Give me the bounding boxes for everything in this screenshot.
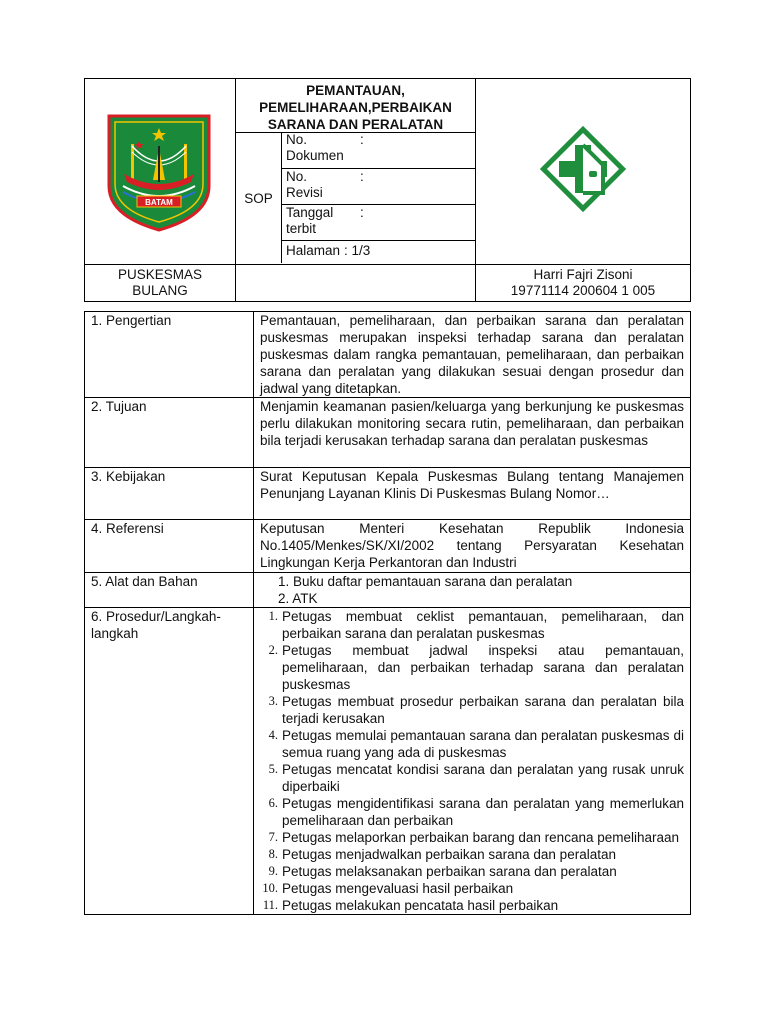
sop-header-table: [84, 78, 691, 302]
batam-emblem-icon: [85, 79, 235, 261]
section-row-referensi: [85, 520, 691, 573]
section-row-tujuan: [85, 398, 691, 468]
org-name-cell: PUSKESMAS BULANG: [85, 265, 236, 302]
section-label: 3. Kebijakan: [85, 468, 254, 520]
list-item: 5. Petugas mencatat kondisi sarana dan peralatan yang rusak unruk diperbaiki: [268, 762, 684, 794]
list-item: 2. ATK: [278, 591, 318, 606]
section-label: 6. Prosedur/Langkah-langkah: [85, 608, 254, 915]
section-text: Surat Keputusan Kepala Puskesmas Bulang tentang Manajemen Penunjang Layanan Klinis Di Puskesmas Bulang Nomor…: [254, 468, 691, 520]
section-row-prosedur: [85, 608, 691, 915]
section-label: 1. Pengertian: [85, 312, 254, 398]
procedure-steps: [254, 608, 691, 915]
meta-no-revisi: No. : Revisi: [282, 168, 475, 205]
list-item: 6. Petugas mengidentifikasi sarana dan peralatan yang memerlukan pemeliharaan dan perbaikan: [268, 796, 684, 828]
section-text: Menjamin keamanan pasien/keluarga yang berkunjung ke puskesmas perlu dilakukan monitoring secara rutin, pemeliharaan, dan perbaikan bila terjadi kerusakan terhadap sarana dan peralatan puskesmas: [254, 398, 691, 468]
section-row-alat-bahan: [85, 573, 691, 608]
section-label: 2. Tujuan: [85, 398, 254, 468]
signer-name: Harri Fajri Zisoni: [533, 267, 633, 282]
list-item: 10. Petugas mengevaluasi hasil perbaikan: [262, 881, 514, 896]
section-list: [254, 573, 691, 608]
list-item: 8. Petugas menjadwalkan perbaikan sarana dan peralatan: [268, 847, 616, 862]
section-text: Pemantauan, pemeliharaan, dan perbaikan sarana dan peralatan puskesmas merupakan inspeksi terhadap sarana dan peralatan puskesmas dalam rangka pemantauan, pemeliharaan, dan perbaikan sarana dan peralatan yang dilakukan sesuai dengan prosedur dan jadwal yang ditetapkan.: [254, 312, 691, 398]
section-text: Keputusan Menteri Kesehatan Republik Indonesia No.1405/Menkes/SK/XI/2002 tentang Persyaratan Kesehatan Lingkungan Kerja Perkantoran dan Industri: [254, 520, 691, 573]
list-item: 7. Petugas melaporkan perbaikan barang dan rencana pemeliharaan: [268, 830, 680, 845]
signer-cell: [476, 265, 691, 302]
signer-nip: 19771114 200604 1 005: [510, 283, 656, 298]
document-meta: [236, 133, 475, 263]
section-label: 5. Alat dan Bahan: [85, 573, 254, 608]
meta-no-dokumen: No. : Dokumen: [286, 132, 364, 163]
section-row-pengertian: [85, 312, 691, 398]
list-item: 11. Petugas melakukan pencatata hasil perbaikan: [262, 898, 559, 913]
sop-content-table: [84, 311, 691, 915]
title-meta-cell: [236, 79, 476, 265]
logo-right-cell: [476, 79, 691, 265]
meta-halaman: Halaman : 1/3: [282, 240, 475, 266]
section-label: 4. Referensi: [85, 520, 254, 573]
list-item: 1. Petugas membuat ceklist pemantauan, pemeliharaan, dan perbaikan sarana dan peralatan puskesmas: [268, 609, 684, 641]
list-item: 3. Petugas membuat prosedur perbaikan sarana dan peralatan bila terjadi kerusakan: [268, 694, 684, 726]
list-item: 4. Petugas memulai pemantauan sarana dan peralatan puskesmas di semua ruang yang ada di puskesmas: [268, 728, 684, 760]
empty-cell: [236, 265, 476, 302]
list-item: 9. Petugas melaksanakan perbaikan sarana dan peralatan: [268, 864, 617, 879]
logo-left-cell: [85, 79, 236, 265]
list-item: 1. Buku daftar pemantauan sarana dan peralatan: [278, 574, 573, 589]
document-title: PEMANTAUAN, PEMELIHARAAN,PERBAIKAN SARANA DAN PERALATAN: [236, 80, 475, 133]
meta-tanggal-terbit: Tanggal : terbit: [282, 204, 475, 241]
list-item: 2. Petugas membuat jadwal inspeksi atau pemantauan, pemeliharaan, dan perbaikan terhadap sarana dan peralatan puskesmas: [268, 643, 684, 692]
batam-logo-text: BATAM: [145, 198, 173, 207]
puskesmas-logo-icon: [476, 79, 690, 261]
section-row-kebijakan: [85, 468, 691, 520]
sop-label: SOP: [236, 133, 282, 263]
